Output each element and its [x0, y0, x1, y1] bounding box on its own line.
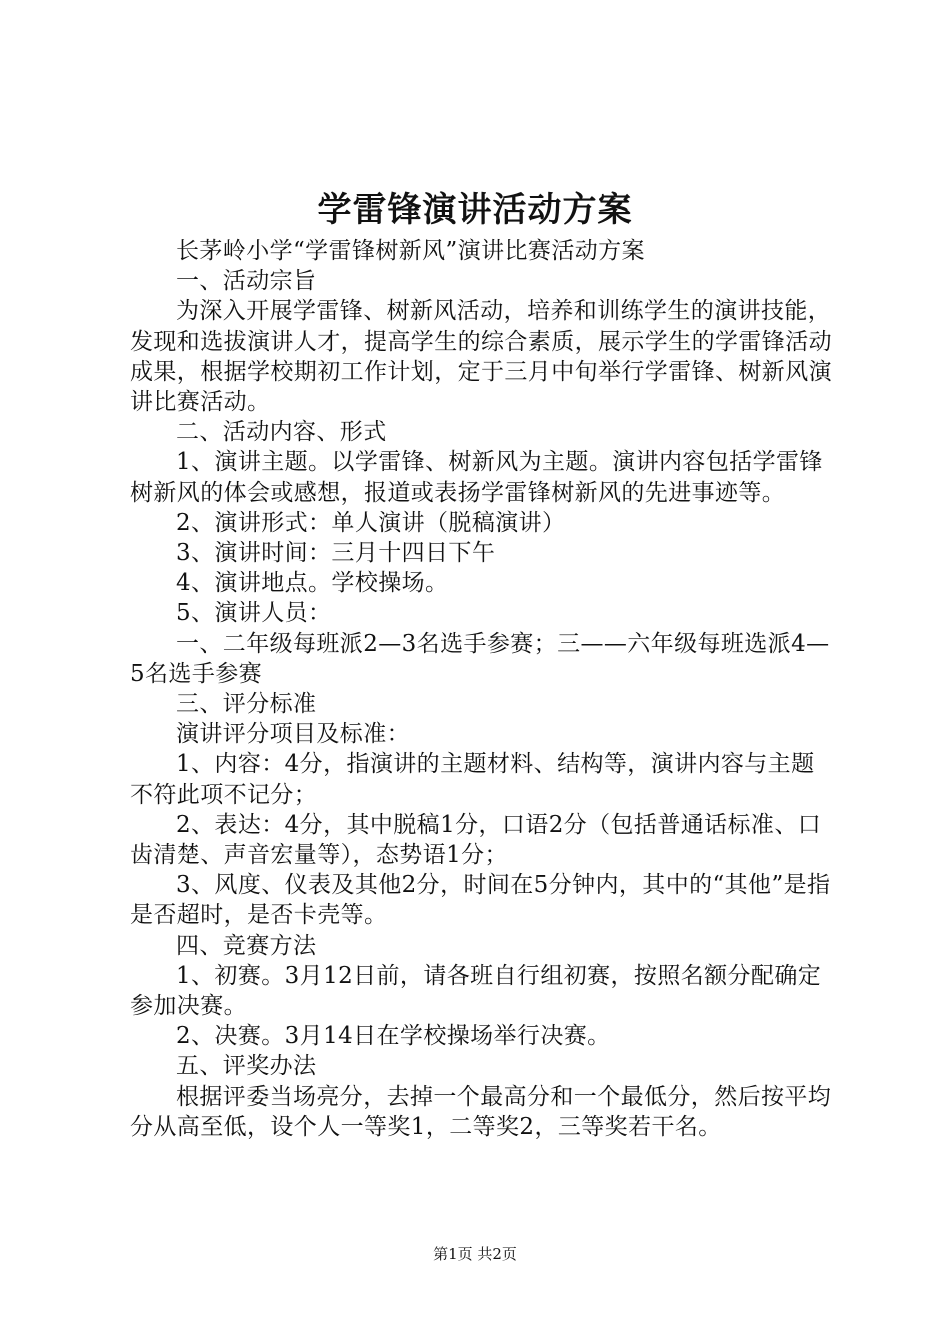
paragraph: 3、演讲时间：三月十四日下午 — [176, 540, 496, 567]
paragraph: 3、风度、仪表及其他2分，时间在5分钟内，其中的“其他”是指是否超时，是否卡壳等。 — [130, 872, 831, 929]
section-heading: 一、活动宗旨 — [176, 268, 317, 295]
paragraph: 5、演讲人员： — [176, 600, 332, 627]
paragraph: 4、演讲地点。学校操场。 — [176, 570, 449, 597]
paragraph: 2、演讲形式：单人演讲（脱稿演讲） — [176, 509, 566, 536]
document-title: 学雷锋演讲活动方案 — [317, 190, 633, 230]
paragraph: 长茅岭小学“学雷锋树新风”演讲比赛活动方案 — [176, 238, 645, 264]
paragraph: 演讲评分项目及标准： — [176, 721, 410, 748]
section-heading: 三、评分标准 — [176, 691, 317, 718]
document-body — [130, 236, 832, 1142]
page-footer: 第1页 共2页 — [433, 1245, 517, 1263]
section-heading: 五、评奖办法 — [176, 1053, 317, 1080]
section-heading: 四、竞赛方法 — [176, 932, 317, 959]
paragraph: 2、决赛。3月14日在学校操场举行决赛。 — [176, 1023, 611, 1050]
paragraph: 1、初赛。3月12日前，请各班自行组初赛，按照名额分配确定参加决赛。 — [130, 962, 822, 1020]
paragraph: 一、二年级每班派2—3名选手参赛；三——六年级每班选派4—5名选手参赛 — [130, 630, 830, 687]
section-heading: 二、活动内容、形式 — [176, 419, 387, 446]
paragraph: 为深入开展学雷锋、树新风活动，培养和训练学生的演讲技能，发现和选拔演讲人才，提高学生的综合素质，展示学生的学雷锋活动成果，根据学校期初工作计划，定于三月中旬举行学雷锋、树新风演讲比赛活动。 — [130, 298, 832, 416]
paragraph: 1、演讲主题。以学雷锋、树新风为主题。演讲内容包括学雷锋树新风的体会或感想，报道或表扬学雷锋树新风的先进事迹等。 — [130, 449, 823, 506]
paragraph: 2、表达：4分，其中脱稿1分，口语2分（包括普通话标准、口齿清楚、声音宏量等），态势语1分； — [130, 811, 822, 869]
paragraph: 根据评委当场亮分，去掉一个最高分和一个最低分，然后按平均分从高至低，设个人一等奖1，二等奖2，三等奖若干名。 — [130, 1083, 832, 1140]
paragraph: 1、内容：4分，指演讲的主题材料、结构等，演讲内容与主题不符此项不记分； — [130, 751, 815, 808]
